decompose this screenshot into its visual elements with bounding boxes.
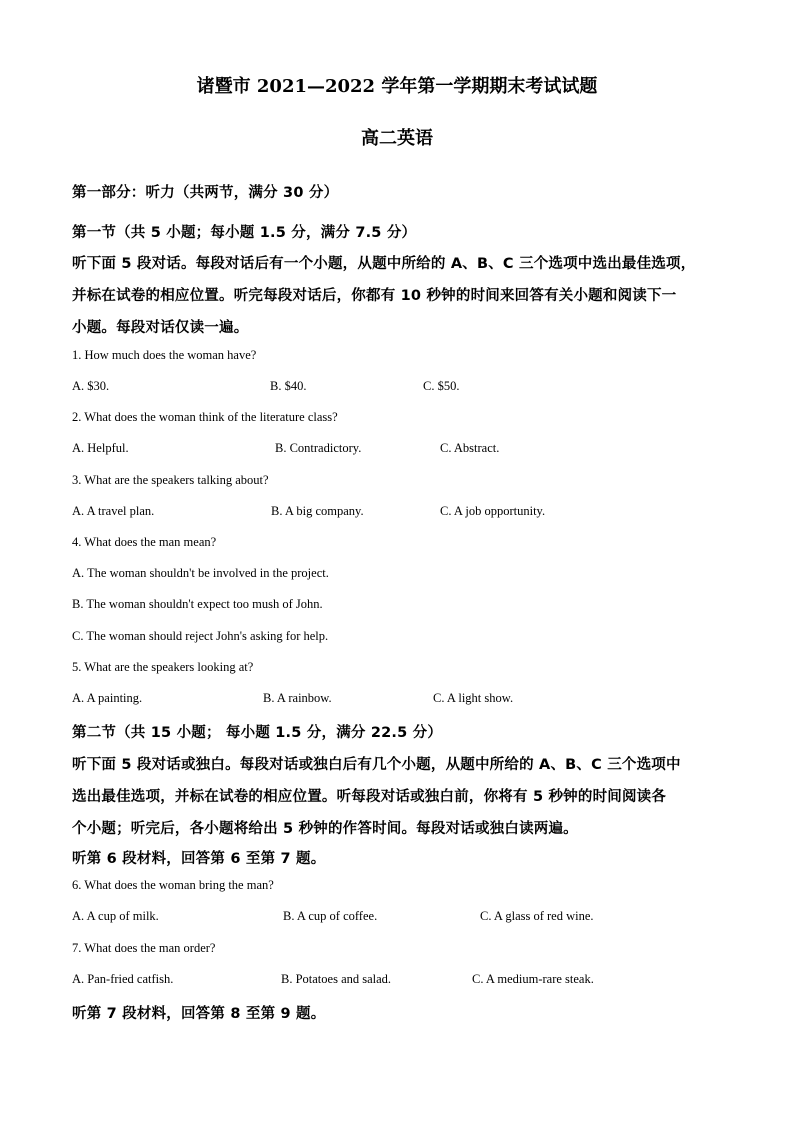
q5-option-a: A. A painting. xyxy=(72,691,143,705)
q6-option-a: A. A cup of milk. xyxy=(72,909,159,923)
q7-option-a: A. Pan-fried catfish. xyxy=(72,972,174,986)
q1-option-b: B. $40. xyxy=(270,379,307,393)
exam-subtitle: 高二英语 xyxy=(361,128,433,149)
q2-option-b: B. Contradictory. xyxy=(275,441,362,455)
section1-instruction-line: 听下面 5 段对话。每段对话后有一个小题，从题中所给的 A、B、C 三个选项中选出最佳选项， xyxy=(72,256,696,272)
part1-heading: 第一部分：听力（共两节，满分 30 分） xyxy=(72,185,339,201)
q2-option-a: A. Helpful. xyxy=(72,441,129,455)
section2-heading: 第二节（共 15 小题； 每小题 1.5 分，满分 22.5 分） xyxy=(72,725,443,741)
q5-option-c: C. A light show. xyxy=(433,691,514,705)
section2-instruction-line: 个小题；听完后，各小题将给出 5 秒钟的作答时间。每段对话或独白读两遍。 xyxy=(72,821,578,837)
question-2: 2. What does the woman think of the literature class? xyxy=(72,410,338,424)
q7-option-b: B. Potatoes and salad. xyxy=(281,972,392,986)
material-7-heading: 听第 7 段材料，回答第 8 至第 9 题。 xyxy=(72,1006,326,1022)
section1-instruction-line: 并标在试卷的相应位置。听完每段对话后，你都有 10 秒钟的时间来回答有关小题和阅读下一 xyxy=(72,288,677,304)
q6-option-c: C. A glass of red wine. xyxy=(480,909,594,923)
q1-option-a: A. $30. xyxy=(72,379,110,393)
question-6: 6. What does the woman bring the man? xyxy=(72,878,274,892)
q3-option-a: A. A travel plan. xyxy=(72,504,155,518)
q3-option-b: B. A big company. xyxy=(271,504,364,518)
q7-option-c: C. A medium-rare steak. xyxy=(472,972,594,986)
q3-option-c: C. A job opportunity. xyxy=(440,504,546,518)
q1-option-c: C. $50. xyxy=(423,379,460,393)
section2-instruction-line: 选出最佳选项，并标在试卷的相应位置。听每段对话或独白前，你将有 5 秒钟的时间阅读各 xyxy=(72,789,667,805)
section1-heading: 第一节（共 5 小题；每小题 1.5 分，满分 7.5 分） xyxy=(72,225,417,241)
section1-instruction-line: 小题。每段对话仅读一遍。 xyxy=(72,320,249,336)
q4-option-b: B. The woman shouldn't expect too mush of John. xyxy=(72,597,323,611)
exam-title: 诸暨市 2021—2022 学年第一学期期末考试试题 xyxy=(196,76,598,97)
section2-instruction-line: 听下面 5 段对话或独白。每段对话或独白后有几个小题，从题中所给的 A、B、C 三个选项中 xyxy=(72,757,681,773)
material-6-heading: 听第 6 段材料，回答第 6 至第 7 题。 xyxy=(72,851,326,867)
question-1: 1. How much does the woman have? xyxy=(72,348,257,362)
question-7: 7. What does the man order? xyxy=(72,941,216,955)
q2-option-c: C. Abstract. xyxy=(440,441,500,455)
q5-option-b: B. A rainbow. xyxy=(263,691,332,705)
q6-option-b: B. A cup of coffee. xyxy=(283,909,378,923)
q4-option-a: A. The woman shouldn't be involved in the project. xyxy=(72,566,329,580)
question-3: 3. What are the speakers talking about? xyxy=(72,473,269,487)
q4-option-c: C. The woman should reject John's asking for help. xyxy=(72,629,329,643)
question-5: 5. What are the speakers looking at? xyxy=(72,660,254,674)
question-4: 4. What does the man mean? xyxy=(72,535,217,549)
